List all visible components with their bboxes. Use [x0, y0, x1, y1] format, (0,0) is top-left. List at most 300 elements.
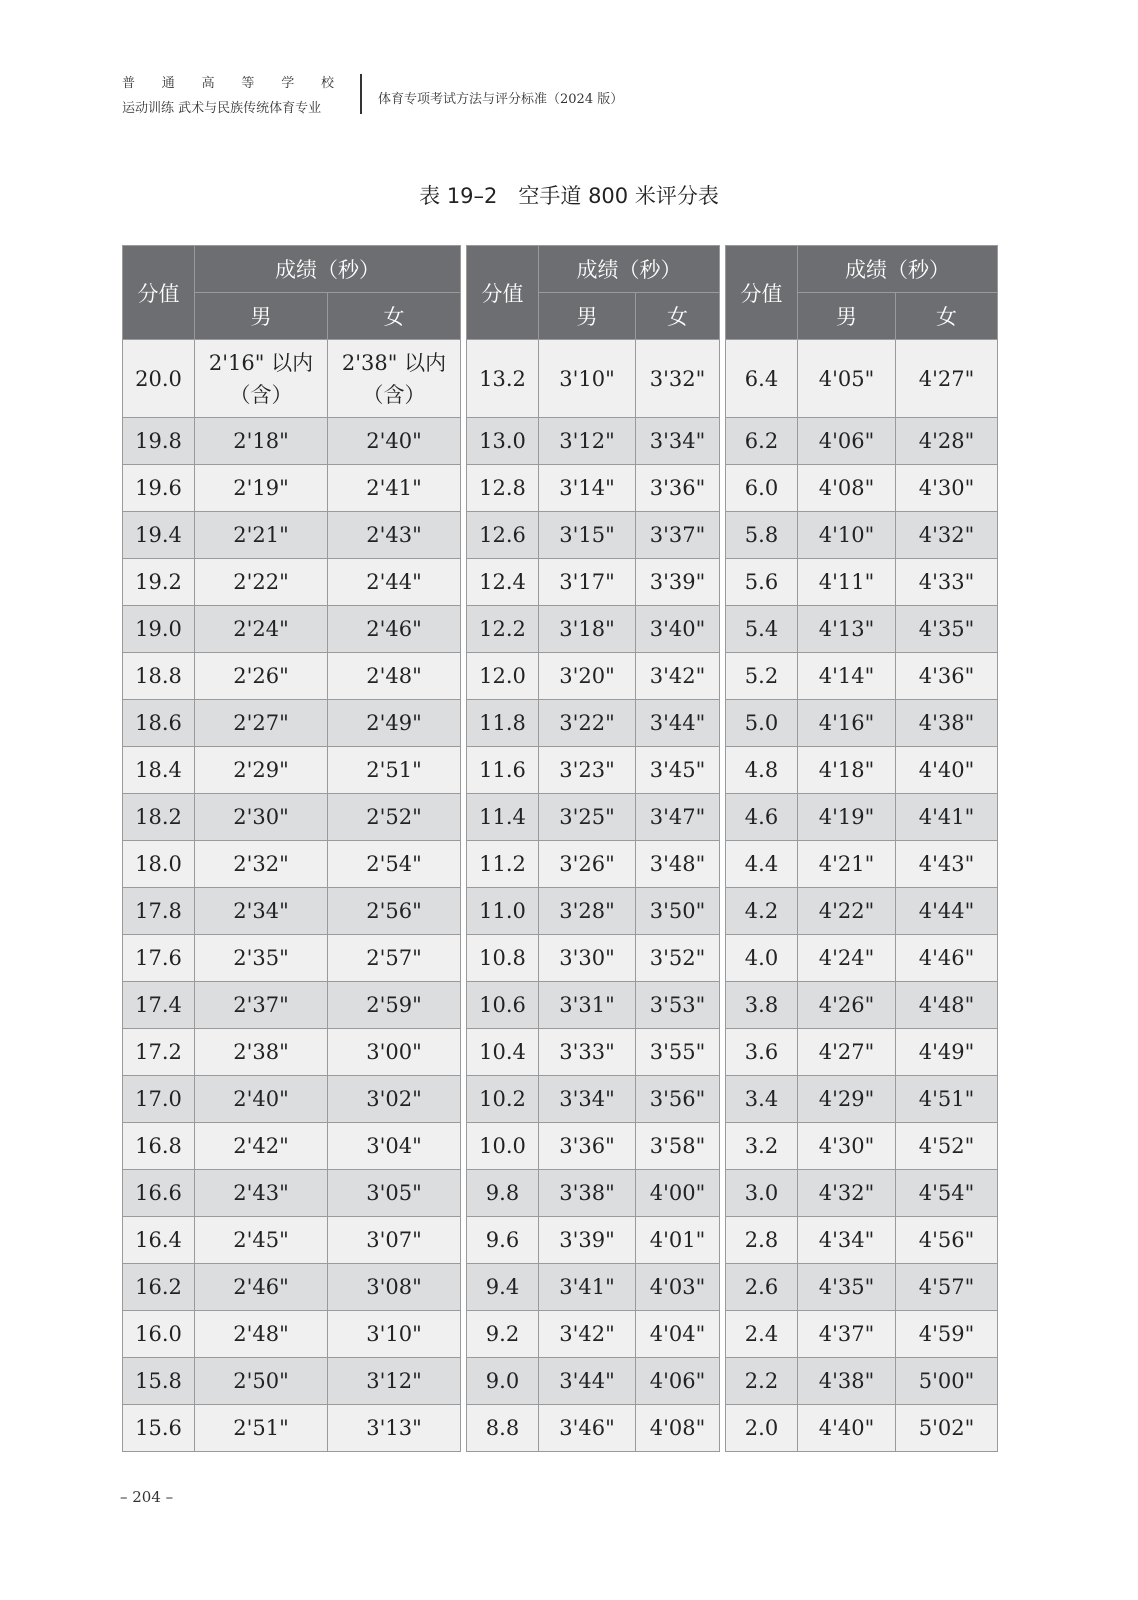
score-cell: 15.8: [123, 1358, 195, 1405]
male-cell: 4'38": [798, 1358, 896, 1405]
table-row: [467, 1311, 720, 1358]
male-cell: 4'19": [798, 794, 896, 841]
male-cell: 2'30": [195, 794, 328, 841]
table-row: [123, 982, 461, 1029]
female-cell: 2'40": [328, 418, 461, 465]
table-row: [726, 418, 998, 465]
score-cell: 4.2: [726, 888, 798, 935]
score-table-3: [725, 245, 998, 1452]
female-header: 女: [636, 293, 720, 340]
male-cell: 2'38": [195, 1029, 328, 1076]
female-cell: 4'08": [636, 1405, 720, 1452]
female-cell: 2'41": [328, 465, 461, 512]
table-row: [726, 512, 998, 559]
female-cell: 3'08": [328, 1264, 461, 1311]
score-cell: 15.6: [123, 1405, 195, 1452]
score-cell: 12.0: [467, 653, 539, 700]
table-row: [726, 1029, 998, 1076]
male-cell: 4'34": [798, 1217, 896, 1264]
table-row: [467, 700, 720, 747]
score-cell: 10.0: [467, 1123, 539, 1170]
score-cell: 5.8: [726, 512, 798, 559]
female-cell: 4'30": [896, 465, 998, 512]
score-cell: 11.4: [467, 794, 539, 841]
score-cell: 4.8: [726, 747, 798, 794]
score-header: 分值: [726, 246, 798, 340]
female-cell: 4'41": [896, 794, 998, 841]
female-cell: 3'44": [636, 700, 720, 747]
table-row: [467, 1358, 720, 1405]
table-row: [726, 559, 998, 606]
female-cell: 4'56": [896, 1217, 998, 1264]
female-cell: 4'43": [896, 841, 998, 888]
female-cell: 3'47": [636, 794, 720, 841]
score-cell: 2.6: [726, 1264, 798, 1311]
male-cell: 2'48": [195, 1311, 328, 1358]
male-cell: 3'34": [539, 1076, 636, 1123]
score-cell: 12.8: [467, 465, 539, 512]
male-cell: 2'43": [195, 1170, 328, 1217]
male-cell: 4'27": [798, 1029, 896, 1076]
male-cell: 2'21": [195, 512, 328, 559]
female-cell: 3'10": [328, 1311, 461, 1358]
female-cell: 3'05": [328, 1170, 461, 1217]
score-table-2: [466, 245, 720, 1452]
male-cell: 3'14": [539, 465, 636, 512]
male-cell: 3'33": [539, 1029, 636, 1076]
male-cell: 3'28": [539, 888, 636, 935]
header-char: 普: [122, 76, 136, 91]
table-row: [123, 465, 461, 512]
male-cell: 2'34": [195, 888, 328, 935]
male-cell: 2'45": [195, 1217, 328, 1264]
female-cell: 2'43": [328, 512, 461, 559]
header-char: 等: [241, 76, 255, 91]
table-row: [726, 465, 998, 512]
score-cell: 10.4: [467, 1029, 539, 1076]
score-cell: 5.4: [726, 606, 798, 653]
table-row: [467, 418, 720, 465]
male-cell: 2'51": [195, 1405, 328, 1452]
score-cell: 19.4: [123, 512, 195, 559]
table-row: [467, 1217, 720, 1264]
table-row: [123, 1217, 461, 1264]
score-cell: 10.2: [467, 1076, 539, 1123]
score-cell: 9.8: [467, 1170, 539, 1217]
female-cell: 2'49": [328, 700, 461, 747]
table-row: [123, 888, 461, 935]
score-cell: 5.0: [726, 700, 798, 747]
male-cell: 2'50": [195, 1358, 328, 1405]
score-cell: 2.2: [726, 1358, 798, 1405]
score-cell: 12.4: [467, 559, 539, 606]
table-row: [467, 559, 720, 606]
table-row: [467, 1264, 720, 1311]
table-row: [726, 888, 998, 935]
male-cell: 4'13": [798, 606, 896, 653]
male-cell: 3'22": [539, 700, 636, 747]
male-cell: 2'27": [195, 700, 328, 747]
score-cell: 10.8: [467, 935, 539, 982]
score-cell: 13.2: [467, 340, 539, 418]
male-cell: 4'08": [798, 465, 896, 512]
male-cell: 2'35": [195, 935, 328, 982]
table-row: [467, 747, 720, 794]
male-cell: 4'11": [798, 559, 896, 606]
table-row: [467, 1405, 720, 1452]
table-row: [123, 1405, 461, 1452]
male-cell: 2'16" 以内（含）: [195, 340, 328, 418]
table-row: [123, 747, 461, 794]
male-cell: 4'37": [798, 1311, 896, 1358]
female-cell: 4'52": [896, 1123, 998, 1170]
score-cell: 9.2: [467, 1311, 539, 1358]
score-cell: 18.6: [123, 700, 195, 747]
female-cell: 4'36": [896, 653, 998, 700]
score-cell: 11.6: [467, 747, 539, 794]
score-cell: 18.2: [123, 794, 195, 841]
table-row: [467, 982, 720, 1029]
score-cell: 16.4: [123, 1217, 195, 1264]
score-cell: 18.8: [123, 653, 195, 700]
female-cell: 4'27": [896, 340, 998, 418]
female-cell: 2'52": [328, 794, 461, 841]
header-series-name: [122, 72, 334, 91]
score-cell: 17.4: [123, 982, 195, 1029]
male-cell: 4'21": [798, 841, 896, 888]
table-row: [726, 1170, 998, 1217]
male-header: 男: [798, 293, 896, 340]
female-cell: 4'38": [896, 700, 998, 747]
female-cell: 2'44": [328, 559, 461, 606]
female-cell: 3'48": [636, 841, 720, 888]
female-cell: 3'53": [636, 982, 720, 1029]
score-cell: 2.0: [726, 1405, 798, 1452]
male-cell: 2'26": [195, 653, 328, 700]
female-cell: 4'28": [896, 418, 998, 465]
score-header: 分值: [467, 246, 539, 340]
table-row: [467, 935, 720, 982]
score-cell: 20.0: [123, 340, 195, 418]
male-cell: 3'10": [539, 340, 636, 418]
table-row: [467, 1076, 720, 1123]
male-cell: 2'42": [195, 1123, 328, 1170]
score-cell: 8.8: [467, 1405, 539, 1452]
score-cell: 13.0: [467, 418, 539, 465]
male-cell: 3'26": [539, 841, 636, 888]
score-cell: 5.2: [726, 653, 798, 700]
male-cell: 4'06": [798, 418, 896, 465]
female-cell: 2'59": [328, 982, 461, 1029]
table-row: [726, 653, 998, 700]
header-char: 校: [320, 76, 334, 91]
score-table-1: [122, 245, 461, 1452]
score-cell: 11.8: [467, 700, 539, 747]
male-cell: 2'46": [195, 1264, 328, 1311]
female-cell: 4'03": [636, 1264, 720, 1311]
female-cell: 4'49": [896, 1029, 998, 1076]
table-row: [123, 1123, 461, 1170]
table-row: [726, 1123, 998, 1170]
page-number: – 204 –: [120, 1488, 174, 1506]
female-cell: 3'58": [636, 1123, 720, 1170]
table-row: [467, 606, 720, 653]
male-cell: 3'20": [539, 653, 636, 700]
female-cell: 2'46": [328, 606, 461, 653]
score-cell: 9.4: [467, 1264, 539, 1311]
male-header: 男: [539, 293, 636, 340]
table-row: [726, 1358, 998, 1405]
male-cell: 3'39": [539, 1217, 636, 1264]
male-cell: 4'29": [798, 1076, 896, 1123]
table-row: [726, 982, 998, 1029]
score-cell: 12.2: [467, 606, 539, 653]
table-row: [726, 794, 998, 841]
male-cell: 2'24": [195, 606, 328, 653]
female-cell: 4'04": [636, 1311, 720, 1358]
female-cell: 2'51": [328, 747, 461, 794]
score-cell: 19.2: [123, 559, 195, 606]
table-row: [467, 1029, 720, 1076]
score-cell: 9.0: [467, 1358, 539, 1405]
score-header: 分值: [123, 246, 195, 340]
table-row: [123, 700, 461, 747]
score-cell: 17.8: [123, 888, 195, 935]
female-cell: 3'55": [636, 1029, 720, 1076]
score-cell: 4.4: [726, 841, 798, 888]
table-row: [726, 841, 998, 888]
male-cell: 4'05": [798, 340, 896, 418]
male-cell: 3'44": [539, 1358, 636, 1405]
score-table-1-body: [123, 340, 461, 1452]
male-cell: 2'22": [195, 559, 328, 606]
male-cell: 3'12": [539, 418, 636, 465]
table-row: [726, 340, 998, 418]
score-cell: 18.4: [123, 747, 195, 794]
female-cell: 4'51": [896, 1076, 998, 1123]
table-row: [467, 1170, 720, 1217]
female-cell: 3'36": [636, 465, 720, 512]
table-row: [123, 559, 461, 606]
table-row: [123, 841, 461, 888]
female-cell: 4'48": [896, 982, 998, 1029]
score-cell: 16.6: [123, 1170, 195, 1217]
score-cell: 16.8: [123, 1123, 195, 1170]
header-char: 高: [201, 76, 215, 91]
table-row: [726, 1264, 998, 1311]
table-row: [123, 1076, 461, 1123]
table-row: [726, 700, 998, 747]
male-cell: 3'30": [539, 935, 636, 982]
score-cell: 3.0: [726, 1170, 798, 1217]
table-row: [123, 794, 461, 841]
female-header: 女: [328, 293, 461, 340]
male-cell: 4'16": [798, 700, 896, 747]
score-cell: 18.0: [123, 841, 195, 888]
score-cell: 17.6: [123, 935, 195, 982]
table-row: [123, 653, 461, 700]
table-row: [467, 340, 720, 418]
table-row: [123, 1029, 461, 1076]
male-header: 男: [195, 293, 328, 340]
table-row: [123, 1264, 461, 1311]
table-row: [726, 747, 998, 794]
female-cell: 2'54": [328, 841, 461, 888]
score-cell: 12.6: [467, 512, 539, 559]
score-cell: 10.6: [467, 982, 539, 1029]
table-row: [467, 841, 720, 888]
male-cell: 3'36": [539, 1123, 636, 1170]
male-cell: 4'24": [798, 935, 896, 982]
score-cell: 11.0: [467, 888, 539, 935]
table-row: [123, 606, 461, 653]
male-cell: 3'15": [539, 512, 636, 559]
table-row: [467, 512, 720, 559]
female-cell: 3'07": [328, 1217, 461, 1264]
table-row: [123, 935, 461, 982]
male-cell: 4'30": [798, 1123, 896, 1170]
score-table-3-body: [726, 340, 998, 1452]
score-cell: 5.6: [726, 559, 798, 606]
female-cell: 3'40": [636, 606, 720, 653]
female-cell: 5'00": [896, 1358, 998, 1405]
result-header: 成绩（秒）: [539, 246, 720, 293]
table-row: [726, 1217, 998, 1264]
score-cell: 2.4: [726, 1311, 798, 1358]
female-cell: 3'52": [636, 935, 720, 982]
table-row: [123, 1358, 461, 1405]
male-cell: 2'18": [195, 418, 328, 465]
male-cell: 4'14": [798, 653, 896, 700]
table-row: [123, 1170, 461, 1217]
male-cell: 3'18": [539, 606, 636, 653]
score-cell: 2.8: [726, 1217, 798, 1264]
male-cell: 3'25": [539, 794, 636, 841]
male-cell: 2'32": [195, 841, 328, 888]
table-row: [123, 340, 461, 418]
male-cell: 3'41": [539, 1264, 636, 1311]
female-cell: 4'57": [896, 1264, 998, 1311]
score-cell: 9.6: [467, 1217, 539, 1264]
table-row: [726, 1311, 998, 1358]
score-cell: 19.0: [123, 606, 195, 653]
female-cell: 4'32": [896, 512, 998, 559]
female-header: 女: [896, 293, 998, 340]
female-cell: 4'00": [636, 1170, 720, 1217]
female-cell: 2'38" 以内（含）: [328, 340, 461, 418]
male-cell: 4'10": [798, 512, 896, 559]
table-row: [467, 794, 720, 841]
female-cell: 3'45": [636, 747, 720, 794]
header-char: 学: [281, 76, 295, 91]
female-cell: 3'32": [636, 340, 720, 418]
table-title: 表 19–2 空手道 800 米评分表: [419, 184, 719, 208]
male-cell: 2'19": [195, 465, 328, 512]
score-cell: 4.0: [726, 935, 798, 982]
male-cell: 4'22": [798, 888, 896, 935]
score-cell: 19.6: [123, 465, 195, 512]
score-cell: 6.0: [726, 465, 798, 512]
header-book-title: 体育专项考试方法与评分标准（2024 版）: [378, 92, 624, 107]
result-header: 成绩（秒）: [798, 246, 998, 293]
male-cell: 3'46": [539, 1405, 636, 1452]
table-row: [123, 418, 461, 465]
header-char: 通: [161, 76, 175, 91]
male-cell: 2'40": [195, 1076, 328, 1123]
female-cell: 3'56": [636, 1076, 720, 1123]
female-cell: 4'54": [896, 1170, 998, 1217]
table-row: [467, 465, 720, 512]
header-divider: [360, 74, 362, 114]
male-cell: 3'38": [539, 1170, 636, 1217]
header-major: 运动训练 武术与民族传统体育专业: [122, 101, 322, 116]
male-cell: 4'35": [798, 1264, 896, 1311]
female-cell: 2'56": [328, 888, 461, 935]
table-row: [467, 653, 720, 700]
female-cell: 3'34": [636, 418, 720, 465]
male-cell: 4'26": [798, 982, 896, 1029]
male-cell: 4'32": [798, 1170, 896, 1217]
female-cell: 2'57": [328, 935, 461, 982]
female-cell: 4'46": [896, 935, 998, 982]
female-cell: 3'04": [328, 1123, 461, 1170]
male-cell: 3'31": [539, 982, 636, 1029]
score-cell: 16.0: [123, 1311, 195, 1358]
male-cell: 4'18": [798, 747, 896, 794]
female-cell: 4'35": [896, 606, 998, 653]
female-cell: 4'59": [896, 1311, 998, 1358]
score-cell: 4.6: [726, 794, 798, 841]
header-left: [122, 72, 342, 116]
table-row: [467, 888, 720, 935]
table-row: [726, 935, 998, 982]
female-cell: 3'50": [636, 888, 720, 935]
male-cell: 3'17": [539, 559, 636, 606]
score-cell: 3.6: [726, 1029, 798, 1076]
score-cell: 6.4: [726, 340, 798, 418]
table-row: [726, 1405, 998, 1452]
score-cell: 19.8: [123, 418, 195, 465]
score-cell: 17.2: [123, 1029, 195, 1076]
score-cell: 17.0: [123, 1076, 195, 1123]
score-cell: 11.2: [467, 841, 539, 888]
score-cell: 6.2: [726, 418, 798, 465]
male-cell: 3'42": [539, 1311, 636, 1358]
table-row: [467, 1123, 720, 1170]
score-cell: 3.2: [726, 1123, 798, 1170]
female-cell: 4'33": [896, 559, 998, 606]
female-cell: 2'48": [328, 653, 461, 700]
female-cell: 3'02": [328, 1076, 461, 1123]
female-cell: 3'13": [328, 1405, 461, 1452]
table-row: [123, 512, 461, 559]
table-row: [726, 606, 998, 653]
female-cell: 3'12": [328, 1358, 461, 1405]
female-cell: 3'00": [328, 1029, 461, 1076]
male-cell: 2'29": [195, 747, 328, 794]
female-cell: 5'02": [896, 1405, 998, 1452]
male-cell: 2'37": [195, 982, 328, 1029]
score-cell: 3.8: [726, 982, 798, 1029]
female-cell: 3'42": [636, 653, 720, 700]
female-cell: 3'37": [636, 512, 720, 559]
male-cell: 3'23": [539, 747, 636, 794]
female-cell: 4'06": [636, 1358, 720, 1405]
score-cell: 3.4: [726, 1076, 798, 1123]
table-row: [726, 1076, 998, 1123]
score-table-2-body: [467, 340, 720, 1452]
female-cell: 4'40": [896, 747, 998, 794]
